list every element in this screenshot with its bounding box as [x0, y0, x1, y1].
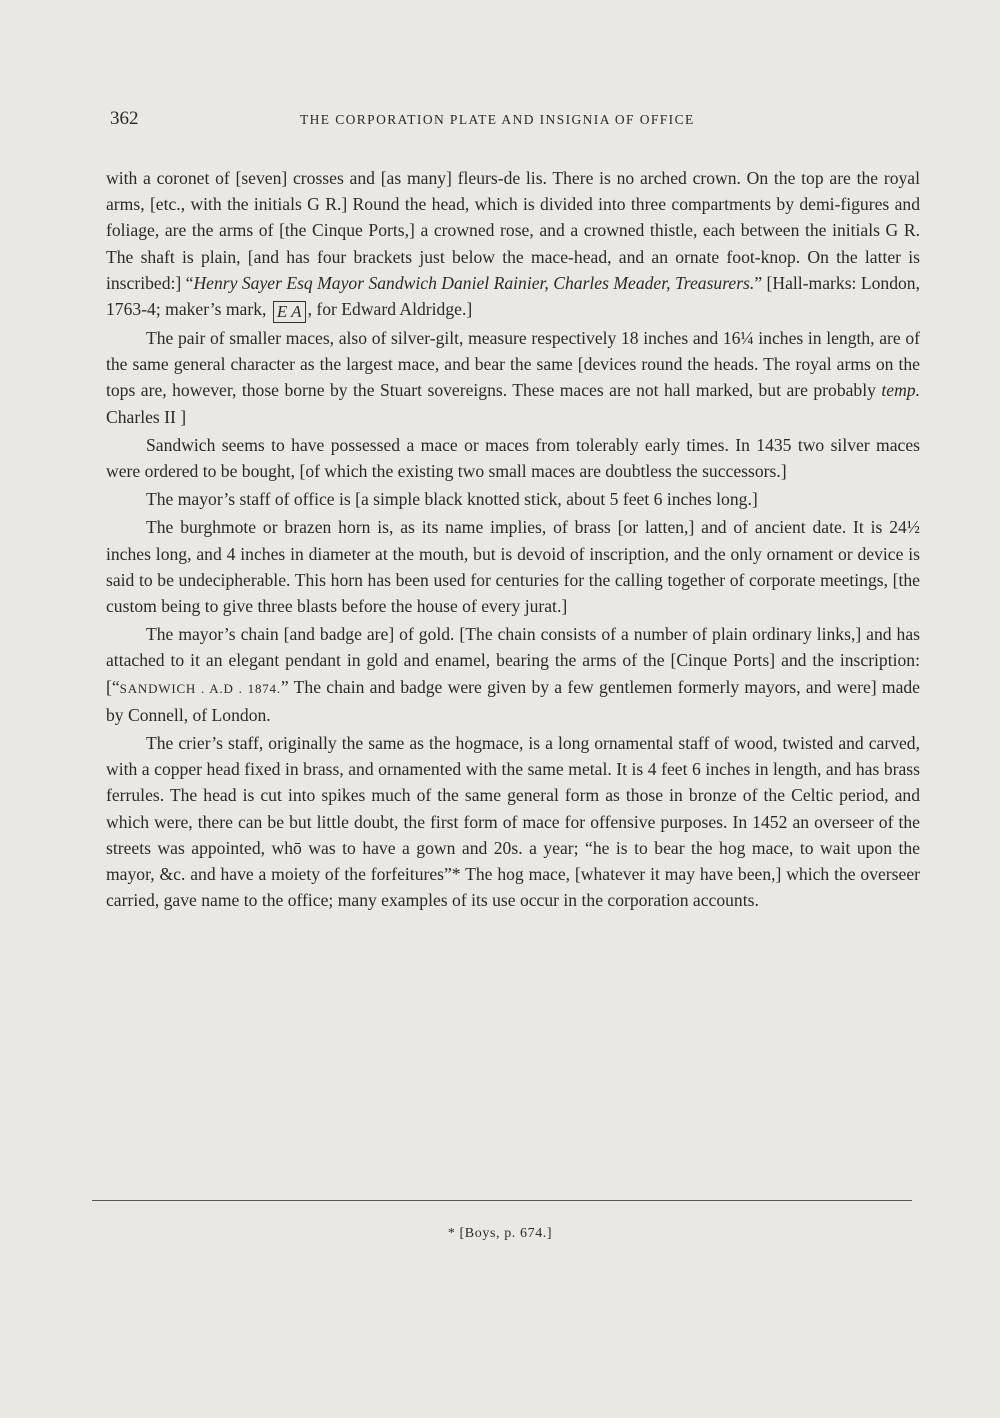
paragraph-6-text-b: ” The chain and badge were given by a few gentlemen formerly mayors, and were] made by Connell, of London.	[106, 676, 920, 725]
footnote: * [Boys, p. 674.]	[447, 1226, 553, 1241]
makers-mark: E A	[273, 301, 306, 323]
paragraph-2-temp: temp.	[881, 380, 920, 401]
page-number: 362	[110, 108, 139, 129]
paragraph-5: The burghmote or brazen horn is, as its name implies, of brass [or latten,] and of ancient date. It is 24½ inches long, and 4 inches in diameter at the mouth, but is devoid of inscription, and the only ornament or device is said to be undecipherable. This horn has been used for centuries for the calling together of corporate meetings, [the custom being to give three blasts before the house of every jurat.]	[106, 517, 920, 617]
paragraph-6	[106, 621, 920, 728]
running-head	[110, 108, 920, 132]
body-text	[106, 165, 920, 913]
running-title: THE CORPORATION PLATE AND INSIGNIA OF OFFICE	[300, 112, 695, 127]
paragraph-2	[106, 325, 920, 430]
paragraph-1-text-a: with a coronet of [seven] crosses and [as many] fleurs-de lis. There is no arched crown. On the top are the royal arms, [etc., with the initials G R.] Round the head, which is divided into three compartments by demi-figures and foliage, are the arms of [the Cinque Ports,] a crowned rose, and a crowned thistle, each between the initials G R. The shaft is plain, [and has four brackets just below the mace-head, and an ornate foot-knop. On the latter is inscribed:] “	[106, 168, 920, 293]
paragraph-4: The mayor’s staff of office is [a simple black knotted stick, about 5 feet 6 inches long.]	[146, 489, 758, 510]
footnote-rule	[92, 1200, 912, 1201]
paragraph-6-text-a: The mayor’s chain [and badge are] of gold. [The chain consists of a number of plain ordinary links,] and has attached to it an elegant pendant in gold and enamel, bearing the arms of the [Cinque Ports] and the inscription: [“	[106, 624, 920, 697]
paragraph-3: Sandwich seems to have possessed a mace or maces from tolerably early times. In 1435 two silver maces were ordered to be bought, [of which the existing two small maces are doubtless the successors.]	[106, 434, 920, 482]
paragraph-2-text-a: The pair of smaller maces, also of silver-gilt, measure respectively 18 inches and 16¼ inches in length, are of the same general character as the largest mace, and bear the same [devices round the heads. The royal arms on the tops are, however, those borne by the Stuart sovereigns. These maces are not hall marked, but are probably	[106, 328, 920, 401]
paragraph-2-text-b: Charles II ]	[106, 406, 187, 427]
paragraph-1	[106, 165, 920, 323]
paragraph-1-text-b: ” [Hall-marks: London, 1763-4; maker’s mark,	[106, 272, 920, 320]
paragraph-1-text-c: , for Edward Aldridge.]	[307, 299, 473, 320]
paragraph-7: The crier’s staff, originally the same as the hogmace, is a long ornamental staff of wood, twisted and carved, with a copper head fixed in brass, and ornamented with the same metal. It is 4 feet 6 inches in length, and has brass ferrules. The head is cut into spikes much of the same general form as those in bronze of the Celtic period, and which were, there can be but little doubt, the first form of mace for offensive purposes. In 1452 an overseer of the streets was appointed, whō was to have a gown and 20s. a year; “he is to bear the hog mace, to wait upon the mayor, &c. and have a moiety of the forfeitures”* The hog mace, [whatever it may have been,] which the overseer carried, gave name to the office; many examples of its use occur in the corporation accounts.	[106, 733, 920, 911]
mace-inscription: Henry Sayer Esq Mayor Sandwich Daniel Rainier, Charles Meader, Treasurers.	[193, 272, 755, 293]
chain-inscription: SANDWICH . A.D . 1874.	[119, 680, 281, 696]
